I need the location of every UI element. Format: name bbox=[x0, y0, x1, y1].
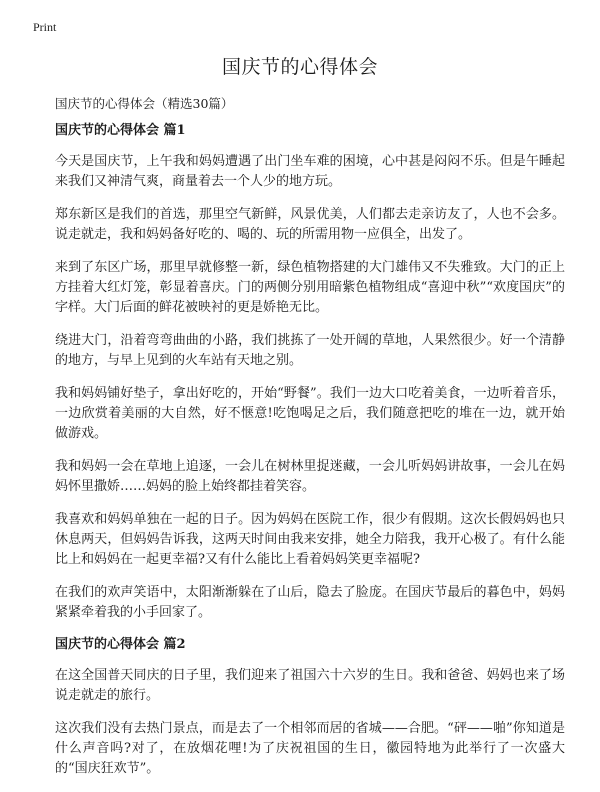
paragraph: 来到了东区广场，那里早就修整一新，绿色植物搭建的大门雄伟又不失雅致。大门的正上方挂着大红灯笼，彰显着喜庆。门的两侧分别用暗紫色植物组成“喜迎中秋”“欢度国庆”的字样。大门后面的鲜花被映衬的更是娇艳无比。 bbox=[55, 260, 565, 315]
paragraph: 今天是国庆节，上午我和妈妈遭遇了出门坐车难的困境，心中甚是闷闷不乐。但是午睡起来我们又神清气爽，商量着去一个人少的地方玩。 bbox=[55, 154, 565, 189]
paragraph: 绕进大门，沿着弯弯曲曲的小路，我们挑拣了一处开阔的草地，人果然很少。好一个清静的地方，与早上见到的火车站有天地之别。 bbox=[55, 333, 565, 368]
paragraph: 我和妈妈一会在草地上追逐，一会儿在树林里捉迷藏，一会儿听妈妈讲故事，一会儿在妈妈怀里撒娇……妈妈的脸上始终都挂着笑容。 bbox=[55, 459, 565, 494]
paragraph: 在这全国普天同庆的日子里，我们迎来了祖国六十六岁的生日。我和爸爸、妈妈也来了场说走就走的旅行。 bbox=[55, 668, 565, 703]
section-heading-1: 国庆节的心得体会 篇1 bbox=[55, 123, 186, 138]
print-link[interactable]: Print bbox=[33, 20, 57, 34]
paragraph: 我喜欢和妈妈单独在一起的日子。因为妈妈在医院工作，很少有假期。这次长假妈妈也只休息两天，但妈妈告诉我，这两天时间由我来安排，她全力陪我，我开心极了。有什么能比上和妈妈在一起更幸福?又有什么能比上看着妈妈笑更幸福呢? bbox=[55, 512, 565, 567]
section-heading-2: 国庆节的心得体会 篇2 bbox=[55, 637, 186, 652]
article-body bbox=[55, 122, 565, 792]
paragraph: 我和妈妈铺好垫子，拿出好吃的，开始“野餐”。我们一边大口吃着美食，一边听着音乐，一边欣赏着美丽的大自然，好不惬意!吃饱喝足之后，我们随意把吃的堆在一边，就开始做游戏。 bbox=[55, 386, 565, 441]
paragraph: 郑东新区是我们的首选，那里空气新鲜，风景优美，人们都去走亲访友了，人也不会多。说走就走，我和妈妈备好吃的、喝的、玩的所需用物一应俱全，出发了。 bbox=[55, 207, 565, 242]
paragraph: 在我们的欢声笑语中，太阳渐渐躲在了山后，隐去了脸庞。在国庆节最后的暮色中，妈妈紧紧牵着我的小手回家了。 bbox=[55, 585, 565, 620]
paragraph: 这次我们没有去热门景点，而是去了一个相邻而居的省城——合肥。“砰——啪”你知道是什么声音吗?对了，在放烟花哩!为了庆祝祖国的生日，徽园特地为此举行了一次盛大的“国庆狂欢节”。 bbox=[55, 721, 565, 776]
page-subtitle: 国庆节的心得体会（精选30篇） bbox=[55, 96, 234, 111]
page-title: 国庆节的心得体会 bbox=[221, 56, 378, 78]
